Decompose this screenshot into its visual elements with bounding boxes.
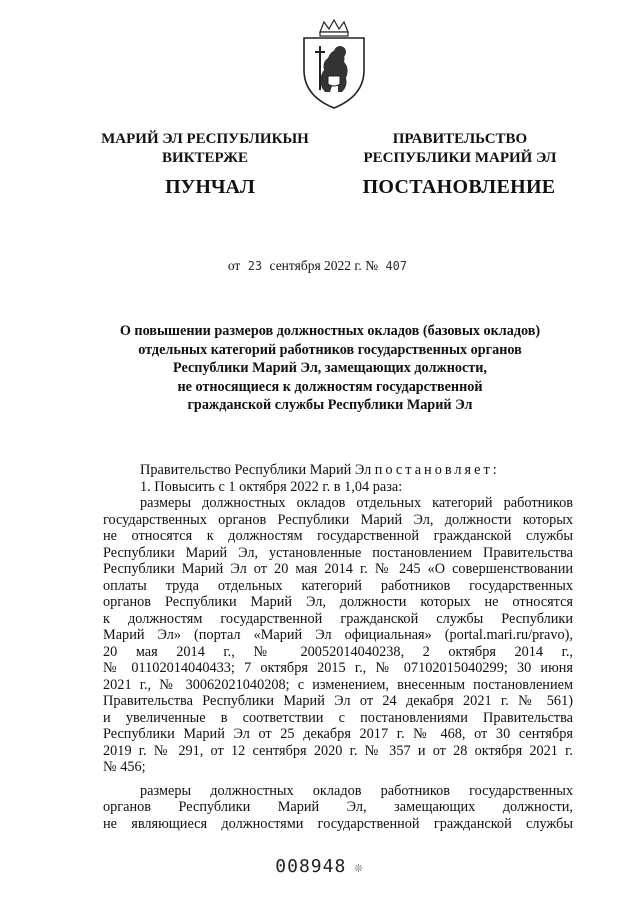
coat-of-arms-emblem — [298, 18, 370, 110]
para1-line: Марий Эл» (портал «Марий Эл официальная» (portal.mari.ru/pravo), — [103, 627, 573, 643]
para1-line: и увеличенные в соответствии с постановлениями Правительства — [103, 709, 573, 726]
para1-line: государственных органов Республики Марий Эл, должности которых — [103, 511, 573, 528]
title-line: Республики Марий Эл, замещающих должности, — [173, 360, 487, 376]
para1-line: размеры должностных окладов отдельных категорий работников — [140, 495, 573, 511]
header-right — [340, 130, 580, 168]
header-right-line-2: РЕСПУБЛИКИ МАРИЙ ЭЛ — [363, 150, 557, 166]
header-left — [70, 130, 340, 168]
para1-line: Правительства Республики Марий Эл от 24 декабря 2021 г. № 561) — [103, 693, 573, 709]
para1-line: Республики Марий Эл от 20 мая 2014 г. № 245 «О совершенствовании — [103, 561, 573, 577]
para2-line: не являющиеся должностями государственной гражданской службы — [103, 815, 573, 832]
title-line: О повышении размеров должностных окладов (базовых окладов) — [119, 323, 541, 339]
document-type-russian: ПОСТАНОВЛЕНИЕ — [362, 176, 556, 198]
header-left-line-1: МАРИЙ ЭЛ РЕСПУБЛИКЫН — [101, 131, 309, 147]
para1-line: оплаты труда отдельных категорий работников государственных — [103, 577, 573, 594]
date-prefix: от — [227, 258, 241, 273]
para1-line: не относятся к должностям государственной гражданской службы — [103, 528, 573, 544]
para1-line: № 456; — [103, 759, 146, 775]
para2-line: размеры должностных окладов работников государственных — [140, 782, 573, 799]
title-line: не относящиеся к должностям государственной — [177, 378, 483, 395]
resolution-intro — [103, 462, 573, 479]
intro-verb: постановляет: — [374, 462, 500, 478]
paragraph-2 — [103, 783, 573, 833]
document-number: 407 — [385, 259, 408, 273]
number-sign: № — [365, 258, 379, 273]
para1-line: органов Республики Марий Эл, должности которых не относятся — [103, 594, 573, 610]
date-day: 23 — [247, 259, 263, 273]
document-body — [103, 462, 573, 832]
title-line: гражданской службы Республики Марий Эл — [187, 397, 473, 413]
document-type-mari: ПУНЧАЛ — [165, 176, 255, 198]
header-right-line-1: ПРАВИТЕЛЬСТВО — [392, 131, 528, 147]
form-serial-number — [0, 856, 639, 877]
para1-line: Республики Марий Эл, установленные постановлением Правительства — [103, 544, 573, 561]
header-left-line-2: ВИКТЕРЖЕ — [161, 150, 249, 166]
date-number-line — [0, 258, 639, 274]
para1-line: № 01102014040433; 7 октября 2015 г., № 07102015040299; 30 июня — [103, 660, 573, 676]
document-title — [70, 322, 590, 415]
para1-line: Республики Марий Эл от 25 декабря 2017 г. № 468, от 30 сентября — [103, 726, 573, 742]
date-month-year: сентября 2022 г. — [269, 258, 362, 273]
para1-line: 2021 г., № 30062021040208; с изменением, внесенным постановлением — [103, 676, 573, 693]
para1-line: к должностям государственной гражданской службы Республики — [103, 610, 573, 627]
para2-line: органов Республики Марий Эл, замещающих должности, — [103, 799, 573, 815]
serial-digits: 008948 — [275, 856, 347, 877]
item-1: 1. Повысить с 1 октября 2022 г. в 1,04 раза: — [140, 478, 403, 495]
para1-line: 20 мая 2014 г., № 20052014040238, 2 октября 2014 г., — [103, 643, 573, 660]
para1-line: 2019 г. № 291, от 12 сентября 2020 г. № 357 и от 28 октября 2021 г. — [103, 742, 573, 759]
intro-text: Правительство Республики Марий Эл — [140, 462, 375, 478]
paragraph-1 — [103, 495, 573, 776]
title-line: отдельных категорий работников государственных органов — [138, 341, 522, 358]
serial-mark-icon: ❊ — [354, 860, 364, 876]
